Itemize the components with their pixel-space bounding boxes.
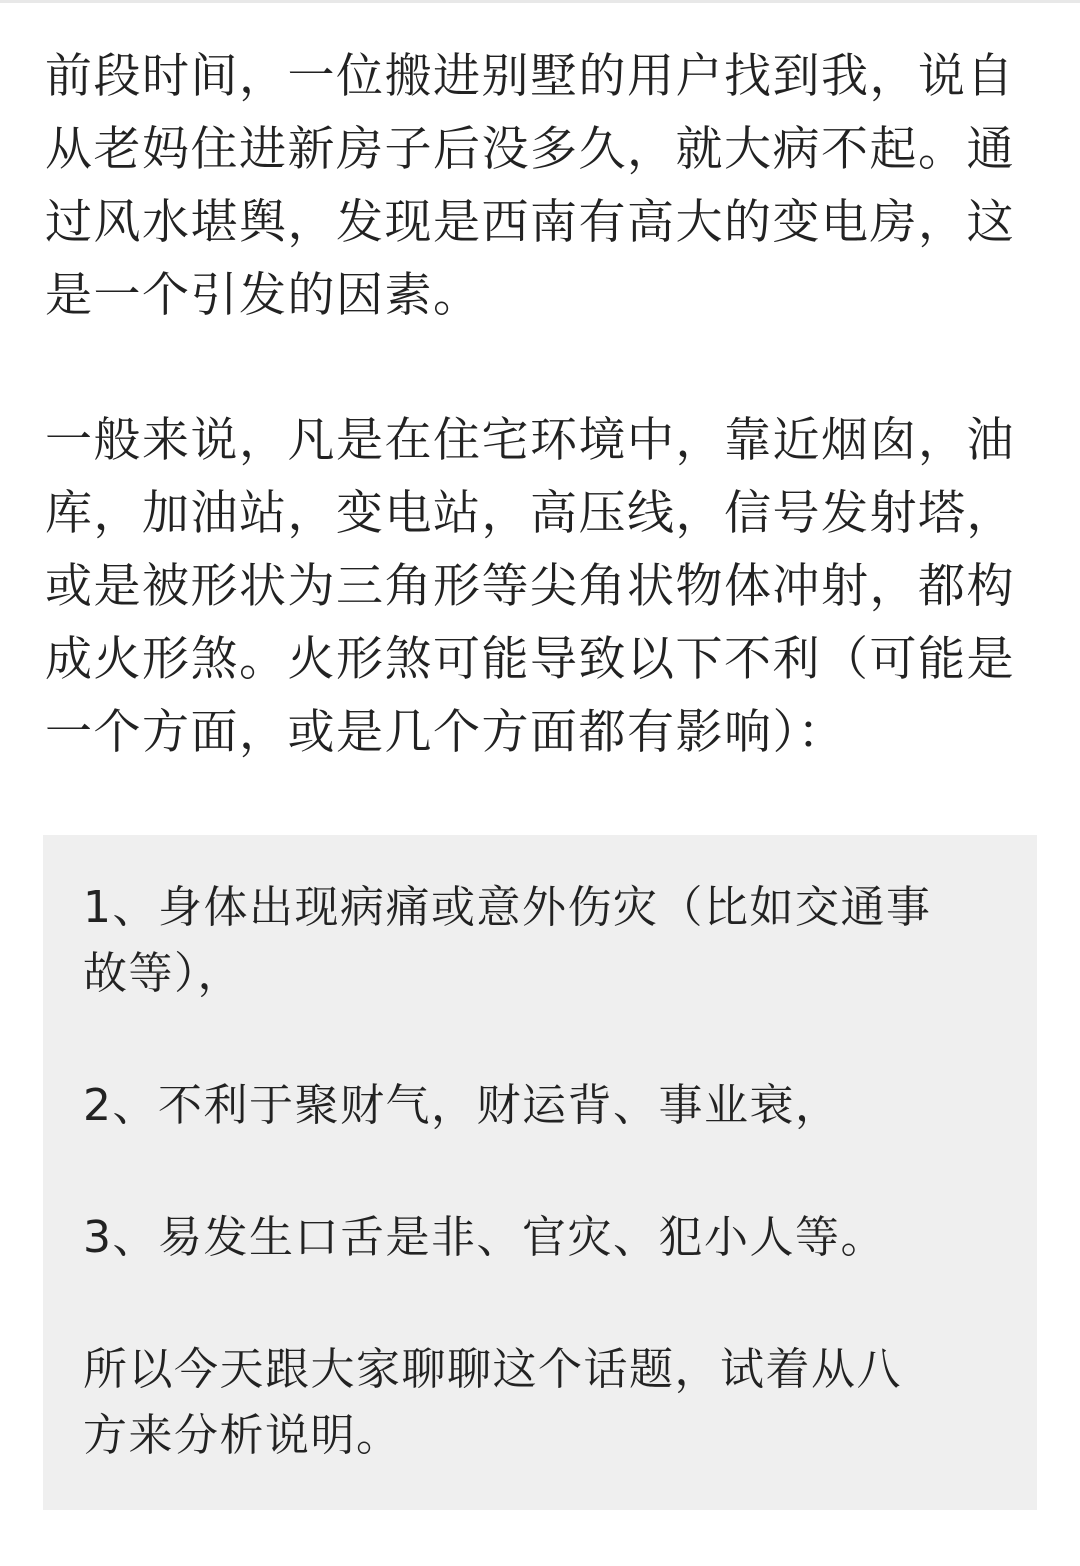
text-line: 前段时间，一位搬进别墅的用户找到我，说自 [45,49,1015,104]
text-line: 过风水堪舆，发现是西南有高大的变电房，这 [45,195,1015,250]
text-line: 一个方面，或是几个方面都有影响）： [45,705,846,760]
text-line: 3、易发生口舌是非、官灾、犯小人等。 [83,1212,886,1263]
top-border [0,0,1080,3]
text-line: 或是被形状为三角形等尖角状物体冲射，都构 [45,559,1015,614]
text-line: 2、不利于聚财气，财运背、事业衰， [83,1080,841,1131]
list-item-1 [83,875,1013,1007]
text-line: 1、身体出现病痛或意外伤灾（比如交通事 [83,882,932,933]
article-body [45,40,1040,769]
text-line: 方来分析说明。 [83,1410,402,1461]
text-line: 成火形煞。火形煞可能导致以下不利（可能是 [45,632,1015,687]
text-line: 库，加油站，变电站，高压线，信号发射塔， [45,486,1015,541]
text-line: 一般来说，凡是在住宅环境中，靠近烟囱，油 [45,413,1015,468]
quote-content [83,875,1013,1469]
paragraph-spacer [83,1271,1013,1337]
list-item-3 [83,1205,1013,1271]
paragraph-spacer [83,1139,1013,1205]
text-line: 是一个引发的因素。 [45,268,482,323]
paragraph-intro [45,40,1040,332]
paragraph-fire-sha [45,404,1040,769]
quote-block [43,835,1037,1510]
closing-paragraph [83,1337,1013,1469]
text-line: 所以今天跟大家聊聊这个话题，试着从八 [83,1344,902,1395]
text-line: 故等）， [83,948,243,999]
text-line: 从老妈住进新房子后没多久，就大病不起。通 [45,122,1015,177]
paragraph-spacer [83,1007,1013,1073]
paragraph-spacer [45,332,1040,404]
list-item-2 [83,1073,1013,1139]
